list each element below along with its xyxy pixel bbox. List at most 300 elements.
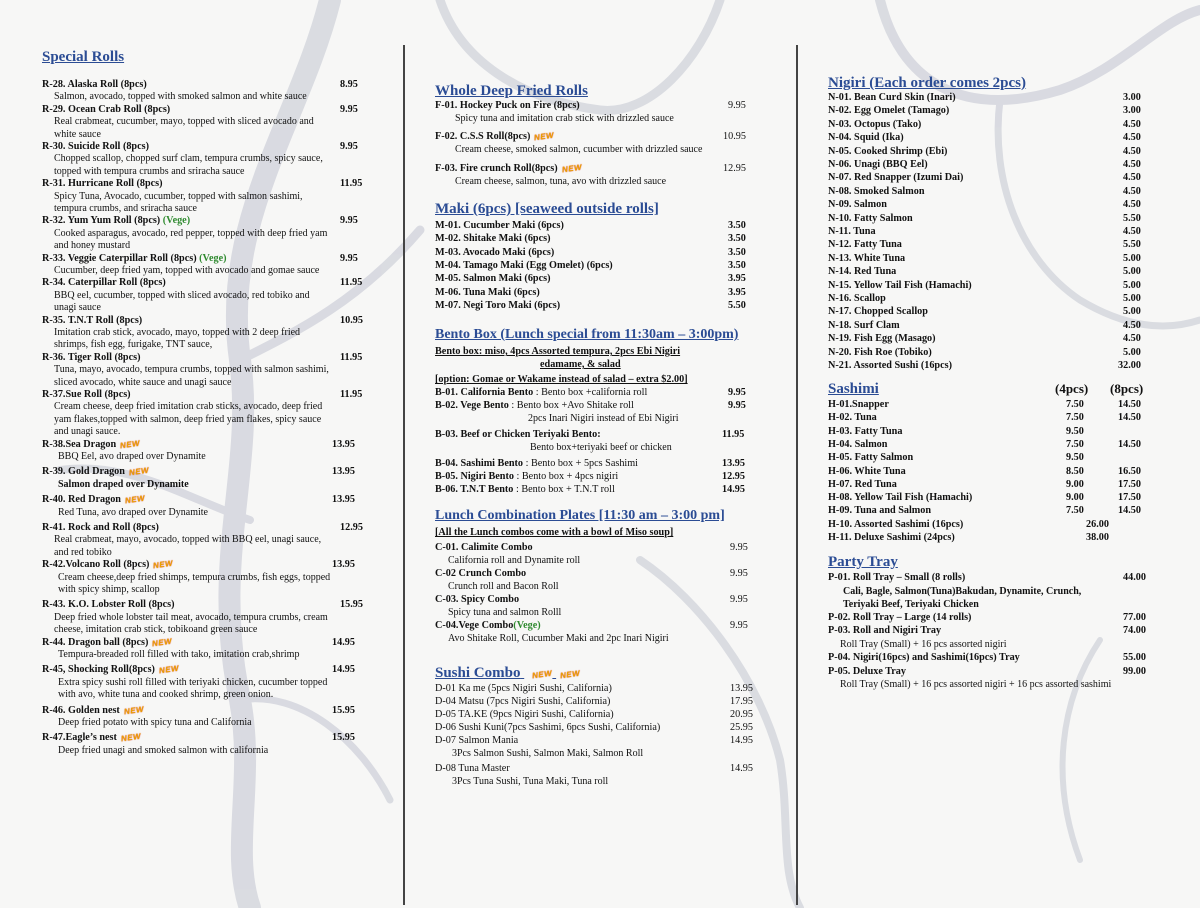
item-name: M-01. Cucumber Maki (6pcs): [435, 220, 564, 231]
menu-item: [435, 131, 755, 143]
menu-item: [828, 146, 1158, 158]
item-price-8pcs: 14.50: [1118, 438, 1141, 450]
menu-item: [828, 239, 1158, 251]
item-price: 5.00: [1123, 279, 1141, 291]
item-name: N-20. Fish Roe (Tobiko): [828, 346, 932, 358]
item-description: BBQ eel, cucumber, topped with sliced avocado, red tobiko and: [54, 289, 310, 301]
item-price: 5.50: [728, 299, 746, 311]
item-price: 99.00: [1123, 665, 1146, 677]
menu-item: [828, 226, 1158, 238]
menu-item: [828, 213, 1158, 225]
menu-item: [435, 220, 755, 232]
menu-item: [42, 215, 372, 227]
menu-item: [828, 625, 1168, 637]
item-description: Salmon draped over Dynamite: [58, 478, 189, 490]
item-price-4pcs: 9.00: [1066, 478, 1084, 490]
item-name: H-01.Snapper: [828, 399, 889, 410]
item-name: F-03. Fire crunch Roll(8pcs): [435, 163, 558, 174]
item-name: N-02. Egg Omelet (Tamago): [828, 105, 950, 117]
menu-item: [828, 479, 1158, 491]
item-name: M-07. Negi Toro Maki (6pcs): [435, 299, 561, 311]
item-description: Salmon, avocado, topped with smoked salmon and white sauce: [54, 91, 307, 103]
menu-item: [42, 79, 372, 91]
item-price-4pcs: 7.50: [1066, 412, 1084, 424]
menu-item: [42, 732, 372, 744]
item-price-8pcs: 14.50: [1118, 399, 1141, 410]
menu-item: [42, 178, 372, 190]
item-description: Roll Tray (Small) + 16 pcs assorted nigiri: [840, 638, 1007, 650]
menu-item: [828, 333, 1158, 345]
item-name: R-38.Sea Dragon: [42, 438, 117, 450]
item-name: H-04. Salmon: [828, 438, 888, 450]
item-name: B-02. Vege Bento: [435, 400, 509, 411]
item-description: with spicy shimp, scallop: [58, 584, 160, 595]
item-price: 4.50: [1123, 118, 1141, 130]
item-description: Roll Tray (Small) + 16 pcs assorted nigiri + 16 pcs assorted sashimi: [840, 679, 1112, 691]
item-price: 9.95: [730, 620, 748, 631]
item-description: Deep fried unagi and smoked salmon with california: [58, 744, 269, 756]
item-name: N-04. Squid (Ika): [828, 132, 904, 144]
item-description: topped with tempura crumbs and sriracha sauce: [54, 165, 245, 177]
menu-item: [42, 352, 372, 364]
item-price-8pcs: 14.50: [1118, 412, 1141, 424]
item-name: B-01. California Bento: [435, 387, 534, 398]
item-price-4pcs: 9.50: [1066, 425, 1084, 437]
item-detail: : Bento box +Avo Shitake roll: [508, 400, 634, 411]
menu-item: [828, 186, 1158, 198]
item-name: R-28. Alaska Roll (8pcs): [42, 79, 147, 90]
item-name: R-31. Hurricane Roll (8pcs): [42, 178, 163, 190]
item-name: C-01. Calimite Combo: [435, 542, 533, 553]
item-description: Extra spicy sushi roll filled with teriyaki chicken, cucumber topped: [58, 676, 328, 688]
menu-item: [828, 347, 1158, 359]
maki-heading: Maki (6pcs) [seaweed outside rolls]: [435, 201, 659, 217]
menu-item: [828, 652, 1168, 664]
item-name: D-04 Matsu (7pcs Nigiri Sushi, California): [435, 696, 611, 707]
item-name: C-03. Spicy Combo: [435, 594, 520, 605]
menu-item: [828, 452, 1158, 464]
item-name: N-15. Yellow Tail Fish (Hamachi): [828, 279, 972, 291]
item-name: D-01 Ka me (5pcs Nigiri Sushi, California): [435, 683, 612, 694]
item-price: 15.95: [332, 704, 355, 716]
item-price: 9.95: [728, 387, 746, 398]
item-name: R-40. Red Dragon: [42, 494, 121, 506]
item-name: R-37.Sue Roll (8pcs): [42, 389, 131, 400]
item-name: N-10. Fatty Salmon: [828, 212, 913, 224]
menu-item: [435, 387, 765, 399]
menu-item: [828, 532, 1158, 544]
item-price-8pcs: 16.50: [1118, 465, 1141, 477]
item-name: N-18. Surf Clam: [828, 319, 900, 331]
menu-item: [828, 492, 1158, 504]
item-price: 12.95: [340, 522, 363, 533]
item-name: N-13. White Tuna: [828, 252, 906, 264]
menu-item: [435, 471, 765, 483]
item-price: 9.95: [340, 141, 358, 152]
item-price: 10.95: [723, 131, 746, 142]
bento-option: [option: Gomae or Wakame instead of salad – extra $2.00]: [435, 374, 688, 385]
item-price: 14.95: [730, 735, 753, 746]
menu-item: [435, 594, 765, 606]
item-description: Cream cheese, deep fried imitation crab sticks, avocado, deep fried: [54, 401, 323, 413]
item-name: N-05. Cooked Shrimp (Ebi): [828, 145, 948, 157]
menu-item: [42, 494, 372, 506]
menu-item: [435, 709, 765, 721]
item-description: Real crabmeat, cucumber, mayo, topped with sliced avocado and: [54, 116, 314, 128]
menu-item: [42, 466, 372, 478]
item-description: and unagi sauce.: [54, 426, 121, 438]
item-name: P-03. Roll and Nigiri Tray: [828, 625, 942, 637]
column-divider-1: [403, 45, 405, 905]
item-name: P-01. Roll Tray – Small (8 rolls): [828, 572, 966, 583]
item-description: unagi sauce: [54, 302, 101, 314]
item-name: P-04. Nigiri(16pcs) and Sashimi(16pcs) Tray: [828, 652, 1020, 664]
item-price: 11.95: [340, 351, 363, 363]
menu-item: [42, 664, 372, 676]
item-name: B-04. Sashimi Bento: [435, 458, 524, 469]
item-name: R-35. T.N.T Roll (8pcs): [42, 314, 143, 326]
item-price: 4.50: [1123, 172, 1141, 184]
new-badge: NEW: [123, 704, 145, 716]
menu-item: [42, 277, 372, 289]
item-name: R-34. Caterpillar Roll (8pcs): [42, 277, 166, 289]
menu-item: [42, 439, 372, 451]
menu-item: [42, 141, 372, 153]
item-name: R-29. Ocean Crab Roll (8pcs): [42, 103, 171, 115]
item-description: Chopped scallop, chopped surf clam, tempura crumbs, spicy sauce,: [54, 153, 323, 165]
item-name: N-17. Chopped Scallop: [828, 306, 928, 318]
menu-item: [828, 280, 1158, 292]
nigiri-heading: Nigiri (Each order comes 2pcs): [828, 75, 1027, 91]
item-description: Imitation crab stick, avocado, mayo, topped with 2 deep fried: [54, 327, 301, 338]
item-price: 8.95: [340, 79, 358, 90]
item-price-4pcs: 8.50: [1066, 465, 1084, 477]
item-name: F-01. Hockey Puck on Fire (8pcs): [435, 100, 580, 111]
item-name: R-30. Suicide Roll (8pcs): [42, 141, 149, 152]
item-price-8pcs: 17.50: [1118, 492, 1141, 504]
menu-item: [828, 519, 1158, 531]
menu-item: [435, 683, 765, 695]
item-price: 3.50: [728, 246, 746, 258]
item-name: H-10. Assorted Sashimi (16pcs): [828, 518, 964, 530]
item-name: C-02 Crunch Combo: [435, 568, 527, 579]
lunch-combo-heading: Lunch Combination Plates [11:30 am – 3:00 pm]: [435, 508, 725, 523]
item-name: B-05. Nigiri Bento: [435, 471, 514, 482]
item-name: R-45, Shocking Roll(8pcs): [42, 664, 155, 676]
item-description: and honey mustard: [54, 240, 131, 252]
item-price: 3.00: [1123, 92, 1141, 103]
item-price: 9.95: [340, 215, 358, 227]
item-price: 13.95: [730, 683, 753, 694]
item-price-8pcs: 14.50: [1118, 505, 1141, 517]
item-description: Cooked asparagus, avocado, red pepper, topped with deep fried yam: [54, 227, 328, 239]
item-description: Cream cheese,deep fried shimps, tempura crumbs, fish eggs, topped: [58, 571, 331, 583]
item-name: M-03. Avocado Maki (6pcs): [435, 246, 555, 258]
item-name: H-09. Tuna and Salmon: [828, 505, 932, 517]
item-price-4pcs: 7.50: [1066, 399, 1084, 410]
menu-item: [828, 612, 1168, 624]
item-description: Bento box+teriyaki beef or chicken: [530, 442, 672, 453]
menu-item: [828, 199, 1158, 211]
item-name: B-06. T.N.T Bento: [435, 484, 514, 495]
item-price: 14.95: [722, 484, 745, 495]
new-badge: NEW: [531, 668, 553, 681]
item-description: 3Pcs Salmon Sushi, Salmon Maki, Salmon Roll: [452, 748, 644, 759]
menu-item: [435, 696, 765, 708]
menu-item: [828, 105, 1158, 117]
item-name: N-01. Bean Curd Skin (Inari): [828, 92, 956, 103]
item-name: N-14. Red Tuna: [828, 266, 897, 278]
item-name: M-02. Shitake Maki (6pcs): [435, 233, 551, 245]
menu-item: [435, 247, 755, 259]
item-name: B-03. Beef or Chicken Teriyaki Bento:: [435, 429, 601, 440]
menu-item: [828, 119, 1158, 131]
item-price: 5.00: [1123, 266, 1141, 278]
item-price: 5.00: [1123, 252, 1141, 264]
item-price: 32.00: [1118, 360, 1141, 371]
new-badge: NEW: [533, 130, 556, 143]
deep-fried-heading: Whole Deep Fried Rolls: [435, 83, 588, 99]
item-price: 25.95: [730, 722, 753, 733]
item-name: P-02. Roll Tray – Large (14 rolls): [828, 611, 972, 623]
menu-item: [828, 572, 1168, 584]
item-description: Cream cheese, salmon, tuna, avo with drizzled sauce: [455, 176, 667, 187]
menu-item: [42, 705, 372, 717]
item-price: 9.95: [728, 400, 746, 411]
item-name: N-12. Fatty Tuna: [828, 239, 902, 251]
new-badge: NEW: [151, 636, 174, 648]
menu-item: [42, 389, 372, 401]
item-name: H-02. Tuna: [828, 412, 877, 424]
item-price: 9.95: [730, 594, 748, 605]
new-badge: NEW: [119, 438, 141, 450]
special-rolls-heading: Special Rolls: [42, 49, 125, 65]
item-name: N-19. Fish Egg (Masago): [828, 333, 936, 345]
item-name: D-07 Salmon Mania: [435, 735, 519, 746]
menu-item: [828, 293, 1158, 305]
item-price: 9.95: [728, 100, 746, 111]
item-price: 11.95: [340, 277, 363, 289]
item-price: 12.95: [722, 471, 745, 482]
item-price: 15.95: [340, 599, 363, 611]
item-price: 20.95: [730, 709, 753, 720]
item-price: 11.95: [340, 389, 363, 400]
menu-item: [42, 315, 372, 327]
item-name: R-36. Tiger Roll (8pcs): [42, 351, 141, 363]
item-detail: : Bento box + 5pcs Sashimi: [523, 458, 639, 469]
item-price: 13.95: [332, 559, 355, 571]
item-description: Spicy tuna and salmon Rolll: [448, 606, 562, 618]
item-name: H-05. Fatty Salmon: [828, 452, 914, 464]
item-description: white sauce: [54, 128, 101, 140]
item-price-4pcs: 26.00: [1086, 518, 1109, 530]
item-price: 5.00: [1123, 293, 1141, 304]
item-name: R-41. Rock and Roll (8pcs): [42, 522, 159, 533]
menu-item: [435, 458, 765, 470]
menu-item: [435, 273, 755, 285]
menu-item: [828, 320, 1158, 332]
menu-item: [828, 505, 1158, 517]
item-price: 14.95: [730, 763, 753, 774]
sashimi-heading: Sashimi: [828, 381, 879, 397]
item-description: Real crabmeat, mayo, avocado, topped with BBQ eel, unagi sauce,: [54, 534, 322, 546]
sushi-combo-heading: [435, 665, 580, 682]
item-description: with avo, white tuna and cooked shrimp, green onion.: [58, 689, 274, 701]
column-divider-2: [796, 45, 798, 905]
menu-item: [435, 620, 765, 632]
item-price: 13.95: [332, 438, 355, 450]
bento-intro: Bento box: miso, 4pcs Assorted tempura, 2pcs Ebi Nigiri: [435, 346, 681, 357]
vege-label: (Vege): [513, 620, 541, 631]
menu-item: [42, 559, 372, 571]
item-name: H-03. Fatty Tuna: [828, 425, 903, 437]
item-name: N-09. Salmon: [828, 199, 887, 211]
menu-item: [828, 466, 1158, 478]
item-name: N-11. Tuna: [828, 226, 876, 237]
menu-item: [42, 253, 372, 265]
item-price: 11.95: [340, 178, 363, 190]
item-price: 4.50: [1123, 185, 1141, 197]
item-price-8pcs: 17.50: [1118, 478, 1141, 490]
item-name: N-07. Red Snapper (Izumi Dai): [828, 172, 964, 184]
item-description: and red tobiko: [54, 546, 112, 558]
item-description: cheese, imitation crab stick, tobikoand green sauce: [54, 624, 258, 636]
item-description: sliced avocado, white sauce and unagi sauce: [54, 376, 232, 388]
item-price: 14.95: [332, 636, 355, 648]
menu-item: [828, 412, 1158, 424]
item-name: R-47.Eagle’s nest: [42, 732, 117, 744]
item-price: 5.00: [1123, 306, 1141, 318]
item-description: 2pcs Inari Nigiri instead of Ebi Nigiri: [528, 413, 679, 424]
item-price: 9.95: [730, 568, 748, 579]
menu-item: [42, 599, 372, 611]
menu-item: [828, 92, 1158, 104]
item-price: 4.50: [1123, 333, 1141, 345]
lunch-combo-note: [All the Lunch combos come with a bowl of Miso soup]: [435, 527, 674, 538]
item-price: 3.00: [1123, 105, 1141, 117]
item-price: 9.95: [730, 542, 748, 553]
menu-item: [828, 253, 1158, 265]
item-name: N-16. Scallop: [828, 293, 886, 304]
item-description: 3Pcs Tuna Sushi, Tuna Maki, Tuna roll: [452, 776, 609, 787]
menu-item: [435, 484, 765, 496]
item-detail: : Bento box +california roll: [533, 387, 648, 398]
menu-item: [42, 104, 372, 116]
menu-item: [435, 542, 765, 554]
item-price: 4.50: [1123, 199, 1141, 211]
sashimi-col-4pcs: (4pcs): [1055, 381, 1089, 396]
item-name: N-06. Unagi (BBQ Eel): [828, 159, 928, 170]
menu-item: [435, 260, 755, 272]
menu-item: [42, 637, 372, 649]
item-description: Cali, Bagle, Salmon(Tuna)Bakudan, Dynamite, Crunch,: [843, 585, 1082, 597]
sushi-combo-title: Sushi Combo: [435, 665, 521, 681]
new-badge: NEW: [152, 558, 175, 571]
item-name: N-21. Assorted Sushi (16pcs): [828, 360, 952, 371]
item-price-4pcs: 7.50: [1066, 505, 1084, 517]
new-badge: NEW: [124, 493, 146, 506]
item-description: Cream cheese, smoked salmon, cucumber with drizzled sauce: [455, 144, 703, 155]
item-price: 3.95: [728, 273, 746, 285]
item-name: F-02. C.S.S Roll(8pcs): [435, 131, 531, 142]
item-price: 5.50: [1123, 239, 1141, 251]
item-price: 55.00: [1123, 652, 1146, 664]
item-name: N-08. Smoked Salmon: [828, 185, 925, 197]
bento-intro-2: edamame, & salad: [540, 359, 621, 370]
item-name: M-04. Tamago Maki (Egg Omelet) (6pcs): [435, 259, 613, 271]
menu-item: [435, 568, 765, 580]
new-badge: NEW: [128, 466, 150, 478]
item-name: H-07. Red Tuna: [828, 478, 897, 490]
item-price: 4.50: [1123, 319, 1141, 331]
menu-item: [828, 132, 1158, 144]
item-price: 74.00: [1123, 625, 1146, 637]
item-price-4pcs: 9.50: [1066, 452, 1084, 464]
menu-item: [828, 399, 1158, 411]
menu-item: [435, 763, 765, 775]
item-price: 13.95: [722, 458, 745, 469]
item-name: M-06. Tuna Maki (6pcs): [435, 286, 540, 298]
item-description: BBQ Eel, avo draped over Dynamite: [58, 451, 206, 462]
item-price: 15.95: [332, 732, 355, 744]
item-name: R-33. Veggie Caterpillar Roll (8pcs): [42, 252, 197, 264]
item-name: D-06 Sushi Kuni(7pcs Sashimi, 6pcs Sushi, California): [435, 722, 661, 733]
item-description: Tempura-breaded roll filled with tako, imitation crab,shrimp: [58, 649, 300, 660]
item-price: 5.50: [1123, 212, 1141, 224]
menu-item: [435, 287, 755, 299]
item-name: R-39. Gold Dragon: [42, 466, 125, 478]
item-detail: : Bento box + T.N.T roll: [513, 484, 615, 495]
item-price: 9.95: [340, 103, 358, 115]
item-name: H-08. Yellow Tail Fish (Hamachi): [828, 492, 973, 504]
item-description: Cucumber, deep fried yam, topped with avocado and gomae sauce: [54, 265, 320, 276]
item-price: 10.95: [340, 314, 363, 326]
item-name: R-43. K.O. Lobster Roll (8pcs): [42, 599, 175, 611]
sashimi-col-8pcs: (8pcs): [1110, 381, 1144, 396]
menu-item: [828, 306, 1158, 318]
item-price: 12.95: [723, 163, 746, 174]
item-price: 13.95: [332, 466, 355, 478]
item-price-4pcs: 38.00: [1086, 532, 1109, 543]
item-description: shrimps, fish egg, furigake, TNT sauce,: [54, 339, 213, 351]
item-price: 9.95: [340, 252, 358, 264]
item-description: California roll and Dynamite roll: [448, 554, 581, 566]
menu-item: [828, 172, 1158, 184]
new-badge: NEW: [561, 162, 583, 175]
menu-item: [435, 100, 755, 112]
menu-item: [435, 735, 765, 747]
item-description: Crunch roll and Bacon Roll: [448, 580, 559, 592]
menu-item: [828, 666, 1168, 678]
party-tray-heading: Party Tray: [828, 554, 898, 570]
item-description: yam flakes,topped with salmon, deep fried yam flakes, spicy sauce: [54, 413, 322, 425]
item-price: 44.00: [1123, 572, 1146, 583]
item-description: Deep fried potato with spicy tuna and California: [58, 717, 252, 728]
item-price: 4.50: [1123, 226, 1141, 237]
vege-label: (Vege): [162, 215, 191, 227]
menu-item: [435, 233, 755, 245]
bento-heading: Bento Box (Lunch special from 11:30am – 3:00pm): [435, 327, 739, 342]
menu-item: [828, 360, 1158, 372]
new-badge: NEW: [120, 732, 142, 744]
item-price: 3.95: [728, 286, 746, 298]
item-description: Tuna, mayo, avocado, tempura crumbs, topped with salmon sashimi,: [54, 364, 329, 376]
item-description: Teriyaki Beef, Teriyaki Chicken: [843, 598, 979, 610]
item-name: H-06. White Tuna: [828, 465, 906, 477]
menu-item: [435, 722, 765, 734]
item-name: R-32. Yum Yum Roll (8pcs): [42, 215, 161, 227]
item-price: 13.95: [332, 494, 355, 506]
